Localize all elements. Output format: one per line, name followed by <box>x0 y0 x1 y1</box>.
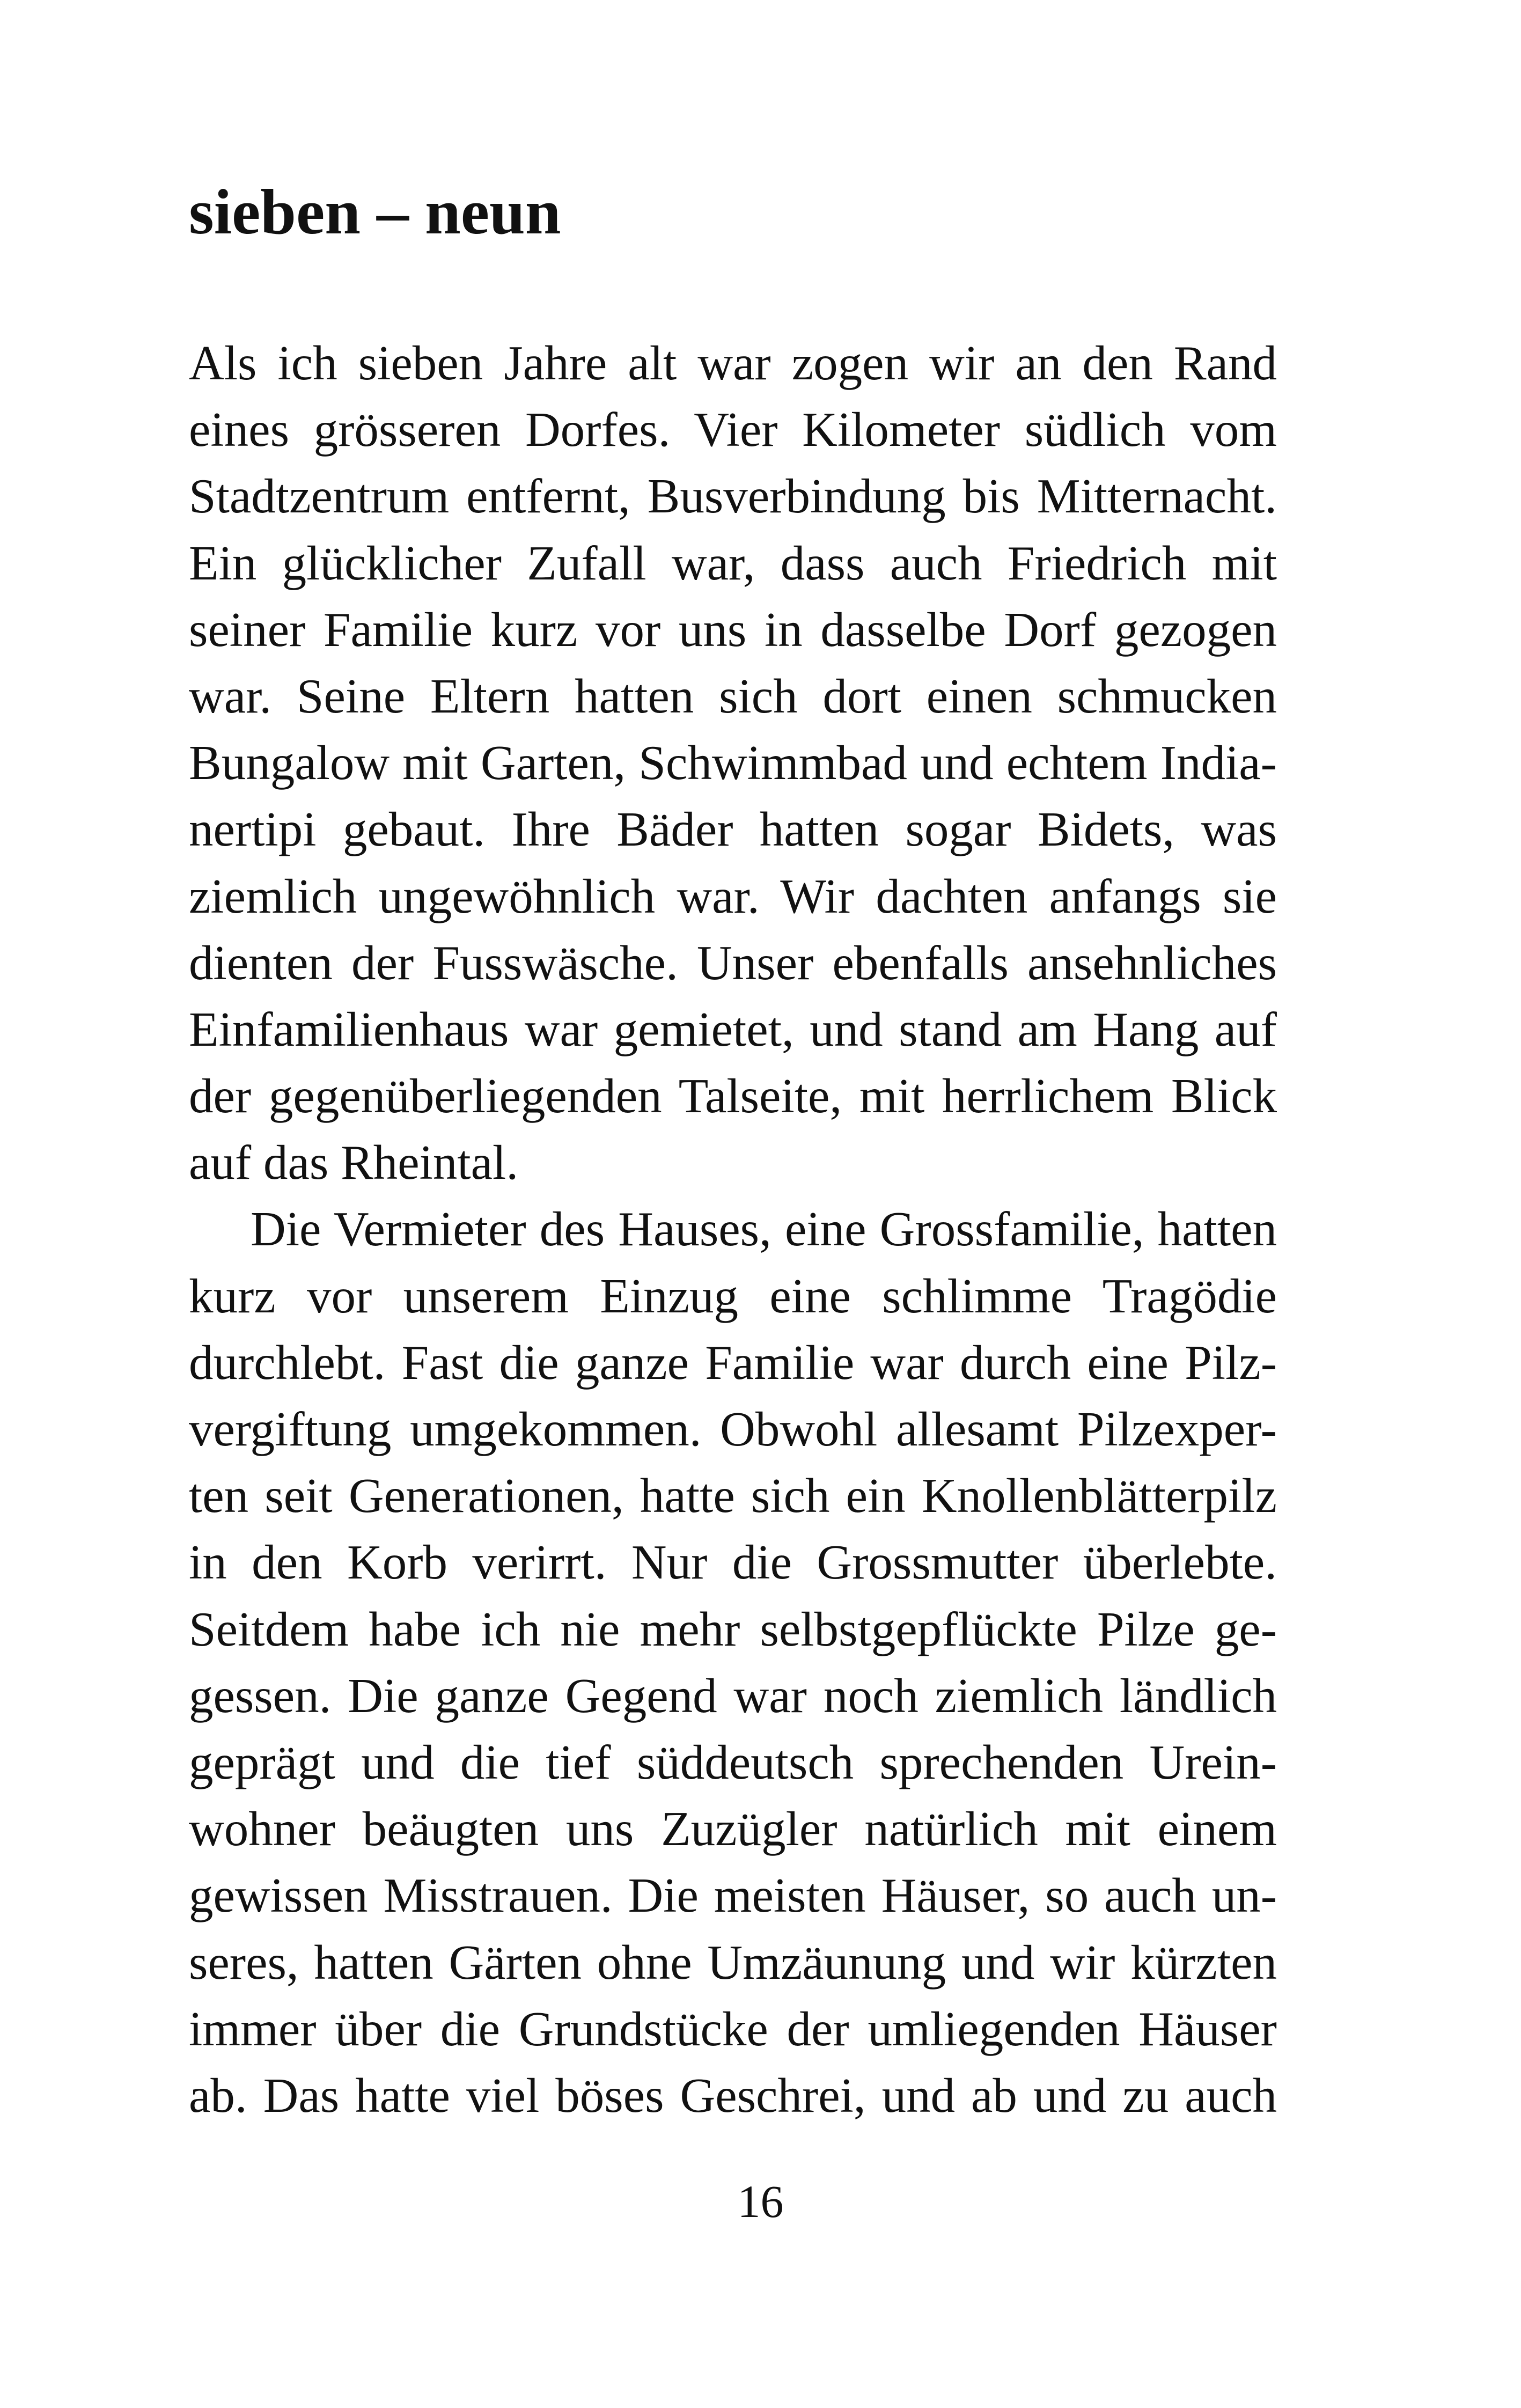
text-line: Die Vermieter des Hauses, eine Grossfamilie, hatten <box>251 1202 1277 1257</box>
text-line: Seitdem habe ich nie mehr selbstgepflückte Pilze ge- <box>189 1602 1277 1656</box>
text-line: vergiftung umgekommen. Obwohl allesamt Pilzexper- <box>189 1402 1277 1456</box>
text-line: kurz vor unserem Einzug eine schlimme Tragödie <box>189 1268 1277 1323</box>
text-line: Bungalow mit Garten, Schwimmbad und echtem India- <box>189 736 1277 790</box>
text-line: Stadtzentrum entfernt, Busverbindung bis Mitternacht. <box>189 469 1277 524</box>
text-line: war. Seine Eltern hatten sich dort einen schmucken <box>189 669 1277 723</box>
text-line: Als ich sieben Jahre alt war zogen wir an den Rand <box>189 336 1277 390</box>
paragraph-1 <box>189 330 1277 1196</box>
text-line: ten seit Generationen, hatte sich ein Knollenblätterpilz <box>189 1469 1277 1523</box>
text-line: immer über die Grundstücke der umliegenden Häuser <box>189 2001 1277 2056</box>
text-line: seres, hatten Gärten ohne Umzäunung und wir kürzten <box>189 1935 1277 1989</box>
text-line: geprägt und die tief süddeutsch sprechenden Urein- <box>189 1735 1277 1789</box>
text-line: eines grösseren Dorfes. Vier Kilometer südlich vom <box>189 402 1277 457</box>
text-line: durchlebt. Fast die ganze Familie war durch eine Pilz- <box>189 1335 1277 1390</box>
text-line: dienten der Fusswäsche. Unser ebenfalls ansehnliches <box>189 935 1277 990</box>
paragraph-2 <box>189 1196 1277 2129</box>
text-line: ab. Das hatte viel böses Geschrei, und ab und zu auch <box>189 2068 1277 2123</box>
text-line: nertipi gebaut. Ihre Bäder hatten sogar Bidets, was <box>189 802 1277 857</box>
text-line: in den Korb verirrt. Nur die Grossmutter überlebte. <box>189 1535 1277 1590</box>
text-line: seiner Familie kurz vor uns in dasselbe Dorf gezogen <box>189 602 1277 657</box>
body-text <box>189 330 1277 2129</box>
text-line: Ein glücklicher Zufall war, dass auch Friedrich mit <box>189 535 1277 590</box>
text-line: auf das Rheintal. <box>189 1135 519 1190</box>
text-line: gewissen Misstrauen. Die meisten Häuser, so auch un- <box>189 1868 1277 1923</box>
text-line: Einfamilienhaus war gemietet, und stand am Hang auf <box>189 1002 1277 1056</box>
text-line: der gegenüberliegenden Talseite, mit herrlichem Blick <box>189 1069 1277 1124</box>
text-line: gessen. Die ganze Gegend war noch ziemlich ländlich <box>189 1668 1277 1723</box>
text-line: ziemlich ungewöhnlich war. Wir dachten anfangs sie <box>189 869 1277 923</box>
text-line: wohner beäugten uns Zuzügler natürlich mit einem <box>189 1802 1277 1856</box>
chapter-title: sieben – neun <box>189 176 561 247</box>
page-number: 16 <box>737 2176 784 2227</box>
